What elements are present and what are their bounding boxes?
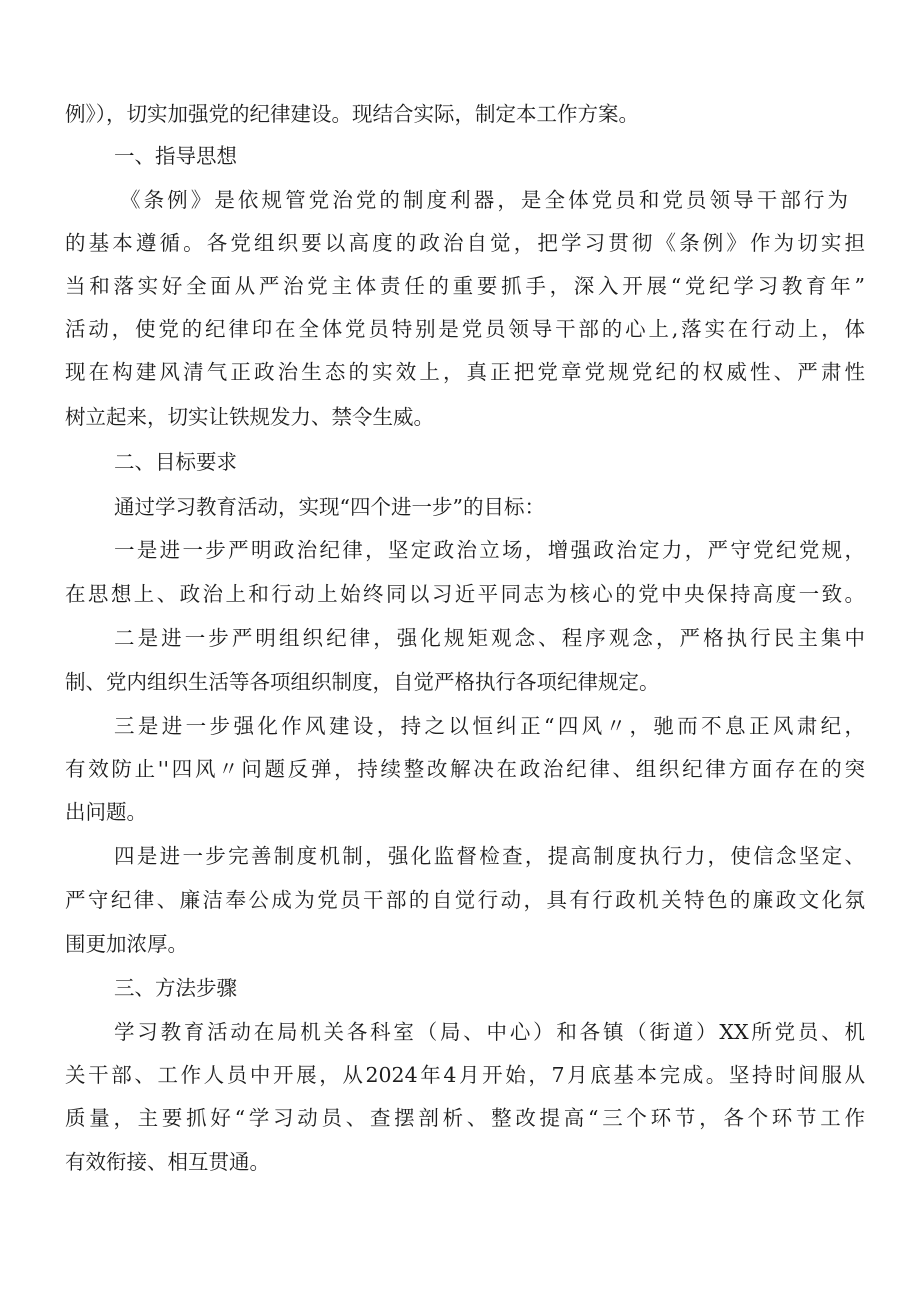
body-text-line: 有效防止''四风〃问题反弹，持续整改解决在政治纪律、组织纪律方面存在的突 <box>65 757 865 781</box>
body-text-line: 二是进一步严明组织纪律，强化规矩观念、程序观念，严格执行民主集中 <box>114 626 865 650</box>
body-text-line: 制、党内组织生活等各项组织制度，自觉严格执行各项纪律规定。 <box>65 670 660 694</box>
body-text-line: 质量，主要抓好“学习动员、查摆剖析、整改提高“三个环节，各个环节工作 <box>65 1106 865 1130</box>
body-text-line: 通过学习教育活动，实现“四个进一步”的目标： <box>114 495 545 519</box>
body-text-line: 学习教育活动在局机关各科室（局、中心）和各镇（街道）XX所党员、机 <box>114 1020 865 1044</box>
section-heading-guiding-ideology: 一、指导思想 <box>114 144 237 168</box>
body-text-line: 在思想上、政治上和行动上始终同以习近平同志为核心的党中央保持高度一致。 <box>65 582 865 606</box>
body-text-line: 严守纪律、廉洁奉公成为党员干部的自觉行动，具有行政机关特色的廉政文化氛 <box>65 888 865 912</box>
body-text-line: 的基本遵循。各党组织要以高度的政治自觉，把学习贯彻《条例》作为切实担 <box>65 231 865 255</box>
body-text-line: 现在构建风清气正政治生态的实效上，真正把党章党规党纪的权威性、严肃性 <box>65 360 865 384</box>
section-heading-methods: 三、方法步骤 <box>114 976 237 1000</box>
body-text-line: 树立起来，切实让铁规发力、禁令生威。 <box>65 405 434 429</box>
body-text-line: 出问题。 <box>65 800 147 824</box>
section-heading-goals: 二、目标要求 <box>114 450 237 474</box>
body-text-line: 三是进一步强化作风建设，持之以恒纠正“四风〃，驰而不息正风肃纪， <box>114 714 865 738</box>
body-text-line: 有效衔接、相互贯通。 <box>65 1150 270 1174</box>
body-text-line: 四是进一步完善制度机制，强化监督检查，提高制度执行力，使信念坚定、 <box>114 844 865 868</box>
body-text-line: 一是进一步严明政治纪律，坚定政治立场，增强政治定力，严守党纪党规， <box>114 538 865 562</box>
body-text-line: 当和落实好全面从严治党主体责任的重要抓手，深入开展“党纪学习教育年” <box>65 274 865 298</box>
body-text-line: 围更加浓厚。 <box>65 932 188 956</box>
body-text-line: 例》），切实加强党的纪律建设。现结合实际，制定本工作方案。 <box>65 102 639 126</box>
body-text-line: 关干部、工作人员中开展，从2024年4月开始，7月底基本完成。坚持时间服从 <box>65 1063 865 1087</box>
body-text-line: 活动，使党的纪律印在全体党员特别是党员领导干部的心上,落实在行动上，体 <box>65 317 865 341</box>
body-text-line: 《条例》是依规管党治党的制度利器，是全体党员和党员领导干部行为 <box>120 188 848 212</box>
